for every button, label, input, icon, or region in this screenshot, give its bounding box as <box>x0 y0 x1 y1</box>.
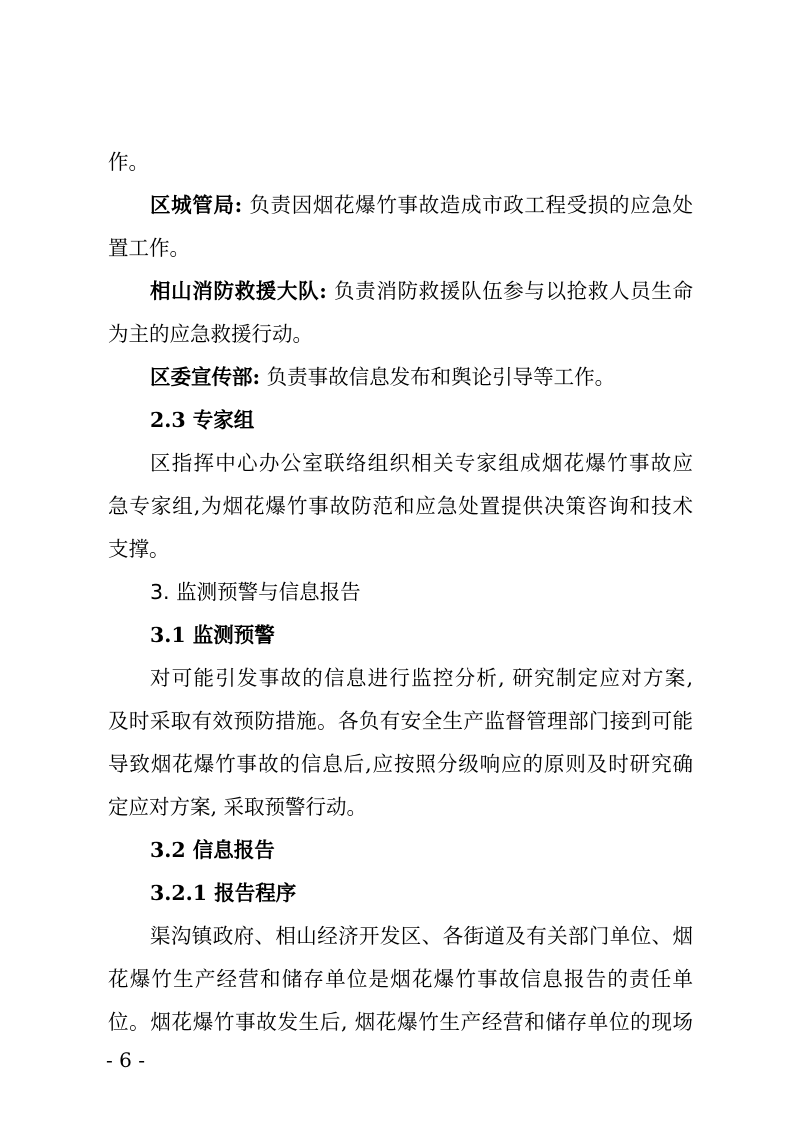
section-heading-3-2: 3.2 信息报告 <box>150 838 275 862</box>
paragraph-publicity-dept: 区委宣传部: 负责事故信息发布和舆论引导等工作。 <box>150 365 616 389</box>
text-line: 区指挥中心办公室联络组织相关专家组成烟花爆竹事故应 <box>150 451 693 475</box>
section-heading-3-1: 3.1 监测预警 <box>150 623 275 647</box>
text-line: 作。 <box>108 150 149 174</box>
text-line: 导致烟花爆竹事故的信息后,应按照分级响应的原则及时研究确 <box>108 752 693 776</box>
section-heading-2-3: 2.3 专家组 <box>150 408 255 432</box>
text-line: 急专家组,为烟花爆竹事故防范和应急处置提供决策咨询和技术 <box>108 494 693 518</box>
paragraph-district-urban-management: 区城管局: 负责因烟花爆竹事故造成市政工程受损的应急处 <box>150 193 693 217</box>
text-line: 对可能引发事故的信息进行监控分析, 研究制定应对方案, <box>150 666 693 690</box>
paragraph-fire-rescue: 相山消防救援大队: 负责消防救援队伍参与以抢救人员生命 <box>150 279 693 303</box>
text-line: 渠沟镇政府、相山经济开发区、各街道及有关部门单位、烟 <box>150 924 693 948</box>
section-heading-3: 3. 监测预警与信息报告 <box>150 580 361 604</box>
text-line: 支撑。 <box>108 537 170 561</box>
section-heading-3-2-1: 3.2.1 报告程序 <box>150 881 297 905</box>
text-line: 为主的应急救援行动。 <box>108 322 313 346</box>
text-line: 及时采取有效预防措施。各负有安全生产监督管理部门接到可能 <box>108 709 693 733</box>
text-line: 置工作。 <box>108 236 190 260</box>
text-line: 位。烟花爆竹事故发生后, 烟花爆竹生产经营和储存单位的现场 <box>108 1010 693 1034</box>
text-line: 花爆竹生产经营和储存单位是烟花爆竹事故信息报告的责任单 <box>108 967 693 991</box>
bold-heading: 相山消防救援大队: <box>150 279 327 303</box>
bold-heading: 区城管局: <box>150 193 243 217</box>
page-number: - 6 - <box>106 1048 145 1072</box>
text-line: 定应对方案, 采取预警行动。 <box>108 795 368 819</box>
bold-heading: 区委宣传部: <box>150 365 261 389</box>
